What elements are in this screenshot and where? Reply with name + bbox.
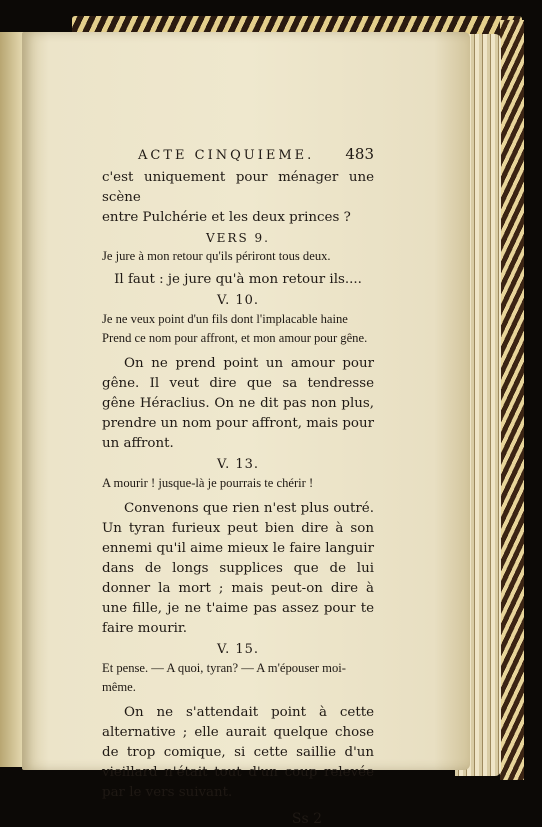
page-header <box>102 142 374 168</box>
paragraph: On ne s'attendait point à cette alternative ; elle aurait quelque chose de trop comique, si cette saillie d'un vieillard n'était tout d'un coup relevée par le vers suivant. <box>102 705 374 800</box>
verse-label: VERS 9. <box>206 231 270 245</box>
facing-page-edge <box>0 32 24 767</box>
verse-quote: A mourir ! jusque-là je pourrais te chérir ! <box>102 476 314 490</box>
verse-label: V. 13. <box>216 457 260 472</box>
page-number: 483 <box>345 145 374 163</box>
verse-label: V. 10. <box>216 293 260 308</box>
paragraph-line: entre Pulchérie et les deux princes ? <box>102 210 351 225</box>
signature-mark: Ss 2 <box>291 811 322 827</box>
verse-quote: Je jure à mon retour qu'ils périront tous deux. <box>102 249 331 263</box>
verse-label: V. 15. <box>216 642 260 657</box>
verse-quote: Et pense. — A quoi, tyran? — A m'épouser moi-même. <box>102 661 346 694</box>
running-head: ACTE CINQUIEME. <box>138 148 315 163</box>
page-text <box>102 142 374 827</box>
verse-quote: Je ne veux point d'un fils dont l'implacable haine <box>102 312 348 326</box>
paragraph: On ne prend point un amour pour gêne. Il veut dire que sa tendresse gêne Héraclius. On ne dit pas non plus, prendre un nom pour affront, mais pour un affront. <box>102 356 374 451</box>
book-page <box>22 32 470 827</box>
verse-quote: Prend ce nom pour affront, et mon amour pour gêne. <box>102 331 368 345</box>
paragraph-line: c'est uniquement pour ménager une scène <box>102 170 374 205</box>
paragraph: Convenons que rien n'est plus outré. Un tyran furieux peut bien dire à son ennemi qu'il aime mieux le faire languir dans de longs supplices que de lui donner la mort ; mais peut-on dire à une fille, je ne t'aime pas assez pour te faire mourir. <box>102 501 374 636</box>
book-binding-spine-edge <box>500 20 524 780</box>
paragraph: Il faut : je jure qu'à mon retour ils.... <box>114 272 362 287</box>
